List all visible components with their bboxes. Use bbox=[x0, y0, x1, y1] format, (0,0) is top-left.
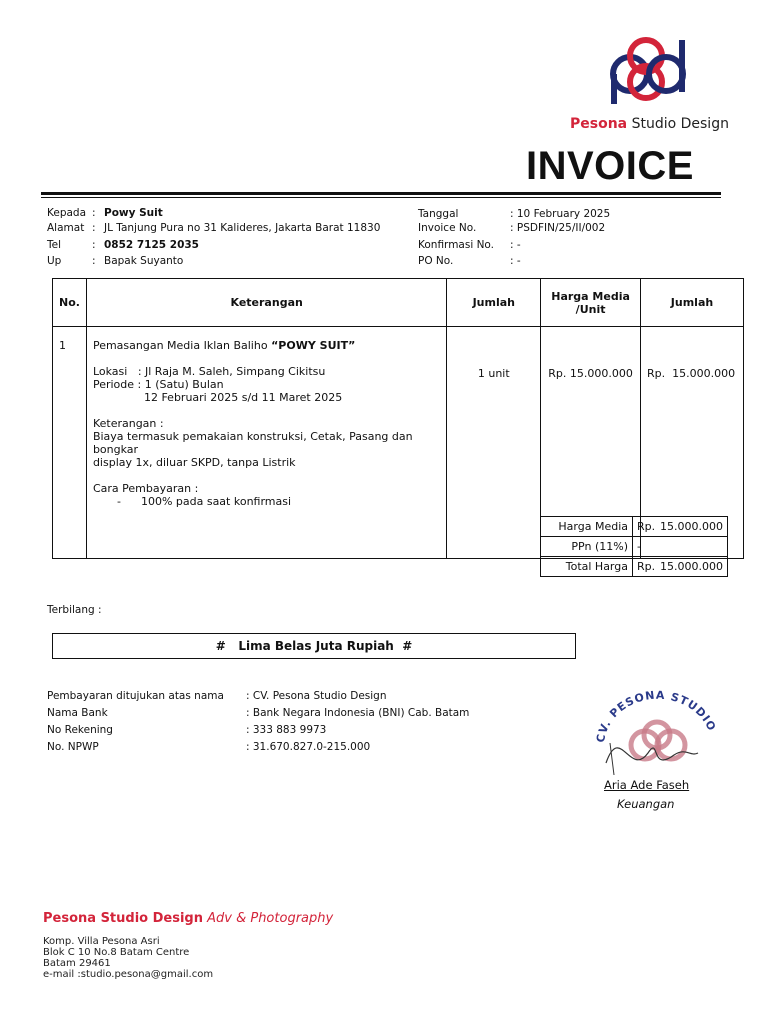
payment-atas-nama: Pembayaran ditujukan atas nama : CV. Pesona Studio Design bbox=[47, 690, 387, 702]
row-no: 1 bbox=[53, 327, 87, 559]
desc-title: Pemasangan Media Iklan Baliho “POWY SUIT” bbox=[92, 339, 356, 352]
footer-address-line: Batam 29461 bbox=[43, 958, 111, 969]
title-rule bbox=[41, 192, 721, 195]
totals-row-total-harga: Total Harga Rp. 15.000.000 bbox=[541, 557, 728, 577]
desc-periode: Periode : 1 (Satu) Bulan bbox=[92, 378, 224, 391]
payment-nama-bank: Nama Bank : Bank Negara Indonesia (BNI) Cab. Batam bbox=[47, 707, 470, 719]
page-title: INVOICE bbox=[526, 144, 694, 188]
psd-logo-icon bbox=[604, 30, 694, 108]
desc-keterangan-label: Keterangan : bbox=[92, 417, 164, 430]
row-qty: 1 unit bbox=[447, 327, 541, 559]
company-stamp-icon bbox=[590, 683, 720, 778]
payment-no-rekening: No Rekening : 333 883 9973 bbox=[47, 724, 327, 736]
brand-name: Pesona Studio Design bbox=[570, 116, 729, 132]
footer-address-line: Komp. Villa Pesona Asri bbox=[43, 936, 160, 947]
col-header-jumlah-total: Jumlah bbox=[641, 279, 744, 327]
row-price: Rp. 15.000.000 bbox=[541, 327, 641, 559]
table-header-row bbox=[53, 279, 744, 327]
desc-periode-dates: 12 Februari 2025 s/d 11 Maret 2025 bbox=[143, 391, 343, 404]
row-description bbox=[86, 327, 446, 559]
totals-row-harga-media: Harga Media Rp. 15.000.000 bbox=[541, 517, 728, 537]
desc-lokasi: Lokasi : Jl Raja M. Saleh, Simpang Cikitsu bbox=[92, 365, 326, 378]
desc-keterangan-line1: Biaya termasuk pemakaian konstruksi, Cetak, Pasang dan bongkar bbox=[92, 430, 413, 456]
desc-cara-item: - 100% pada saat konfirmasi bbox=[116, 495, 292, 508]
totals-table bbox=[540, 516, 728, 577]
terbilang-label: Terbilang : bbox=[47, 604, 102, 616]
col-header-no: No. bbox=[53, 279, 87, 327]
footer-address bbox=[43, 936, 213, 980]
footer-address-line: Blok C 10 No.8 Batam Centre bbox=[43, 947, 190, 958]
desc-cara-label: Cara Pembayaran : bbox=[92, 482, 199, 495]
terbilang-value: # Lima Belas Juta Rupiah # bbox=[52, 633, 576, 659]
signatory-name: Aria Ade Faseh bbox=[604, 778, 690, 792]
col-header-harga: Harga Media /Unit bbox=[541, 279, 641, 327]
footer-brand: Pesona Studio Design Adv & Photography bbox=[43, 911, 334, 926]
title-rule-thin bbox=[41, 197, 721, 198]
col-header-jumlah: Jumlah bbox=[447, 279, 541, 327]
col-header-keterangan: Keterangan bbox=[86, 279, 446, 327]
svg-text:CV. PESONA STUDIO: CV. PESONA STUDIO bbox=[593, 688, 719, 744]
totals-row-ppn: PPn (11%) - bbox=[541, 537, 728, 557]
signatory-role: Keuangan bbox=[617, 797, 675, 811]
desc-keterangan-line2: display 1x, diluar SKPD, tanpa Listrik bbox=[92, 456, 296, 469]
footer-email: e-mail :studio.pesona@gmail.com bbox=[43, 969, 214, 980]
row-total: Rp. 15.000.000 bbox=[641, 327, 744, 559]
payment-npwp: No. NPWP : 31.670.827.0-215.000 bbox=[47, 741, 371, 753]
